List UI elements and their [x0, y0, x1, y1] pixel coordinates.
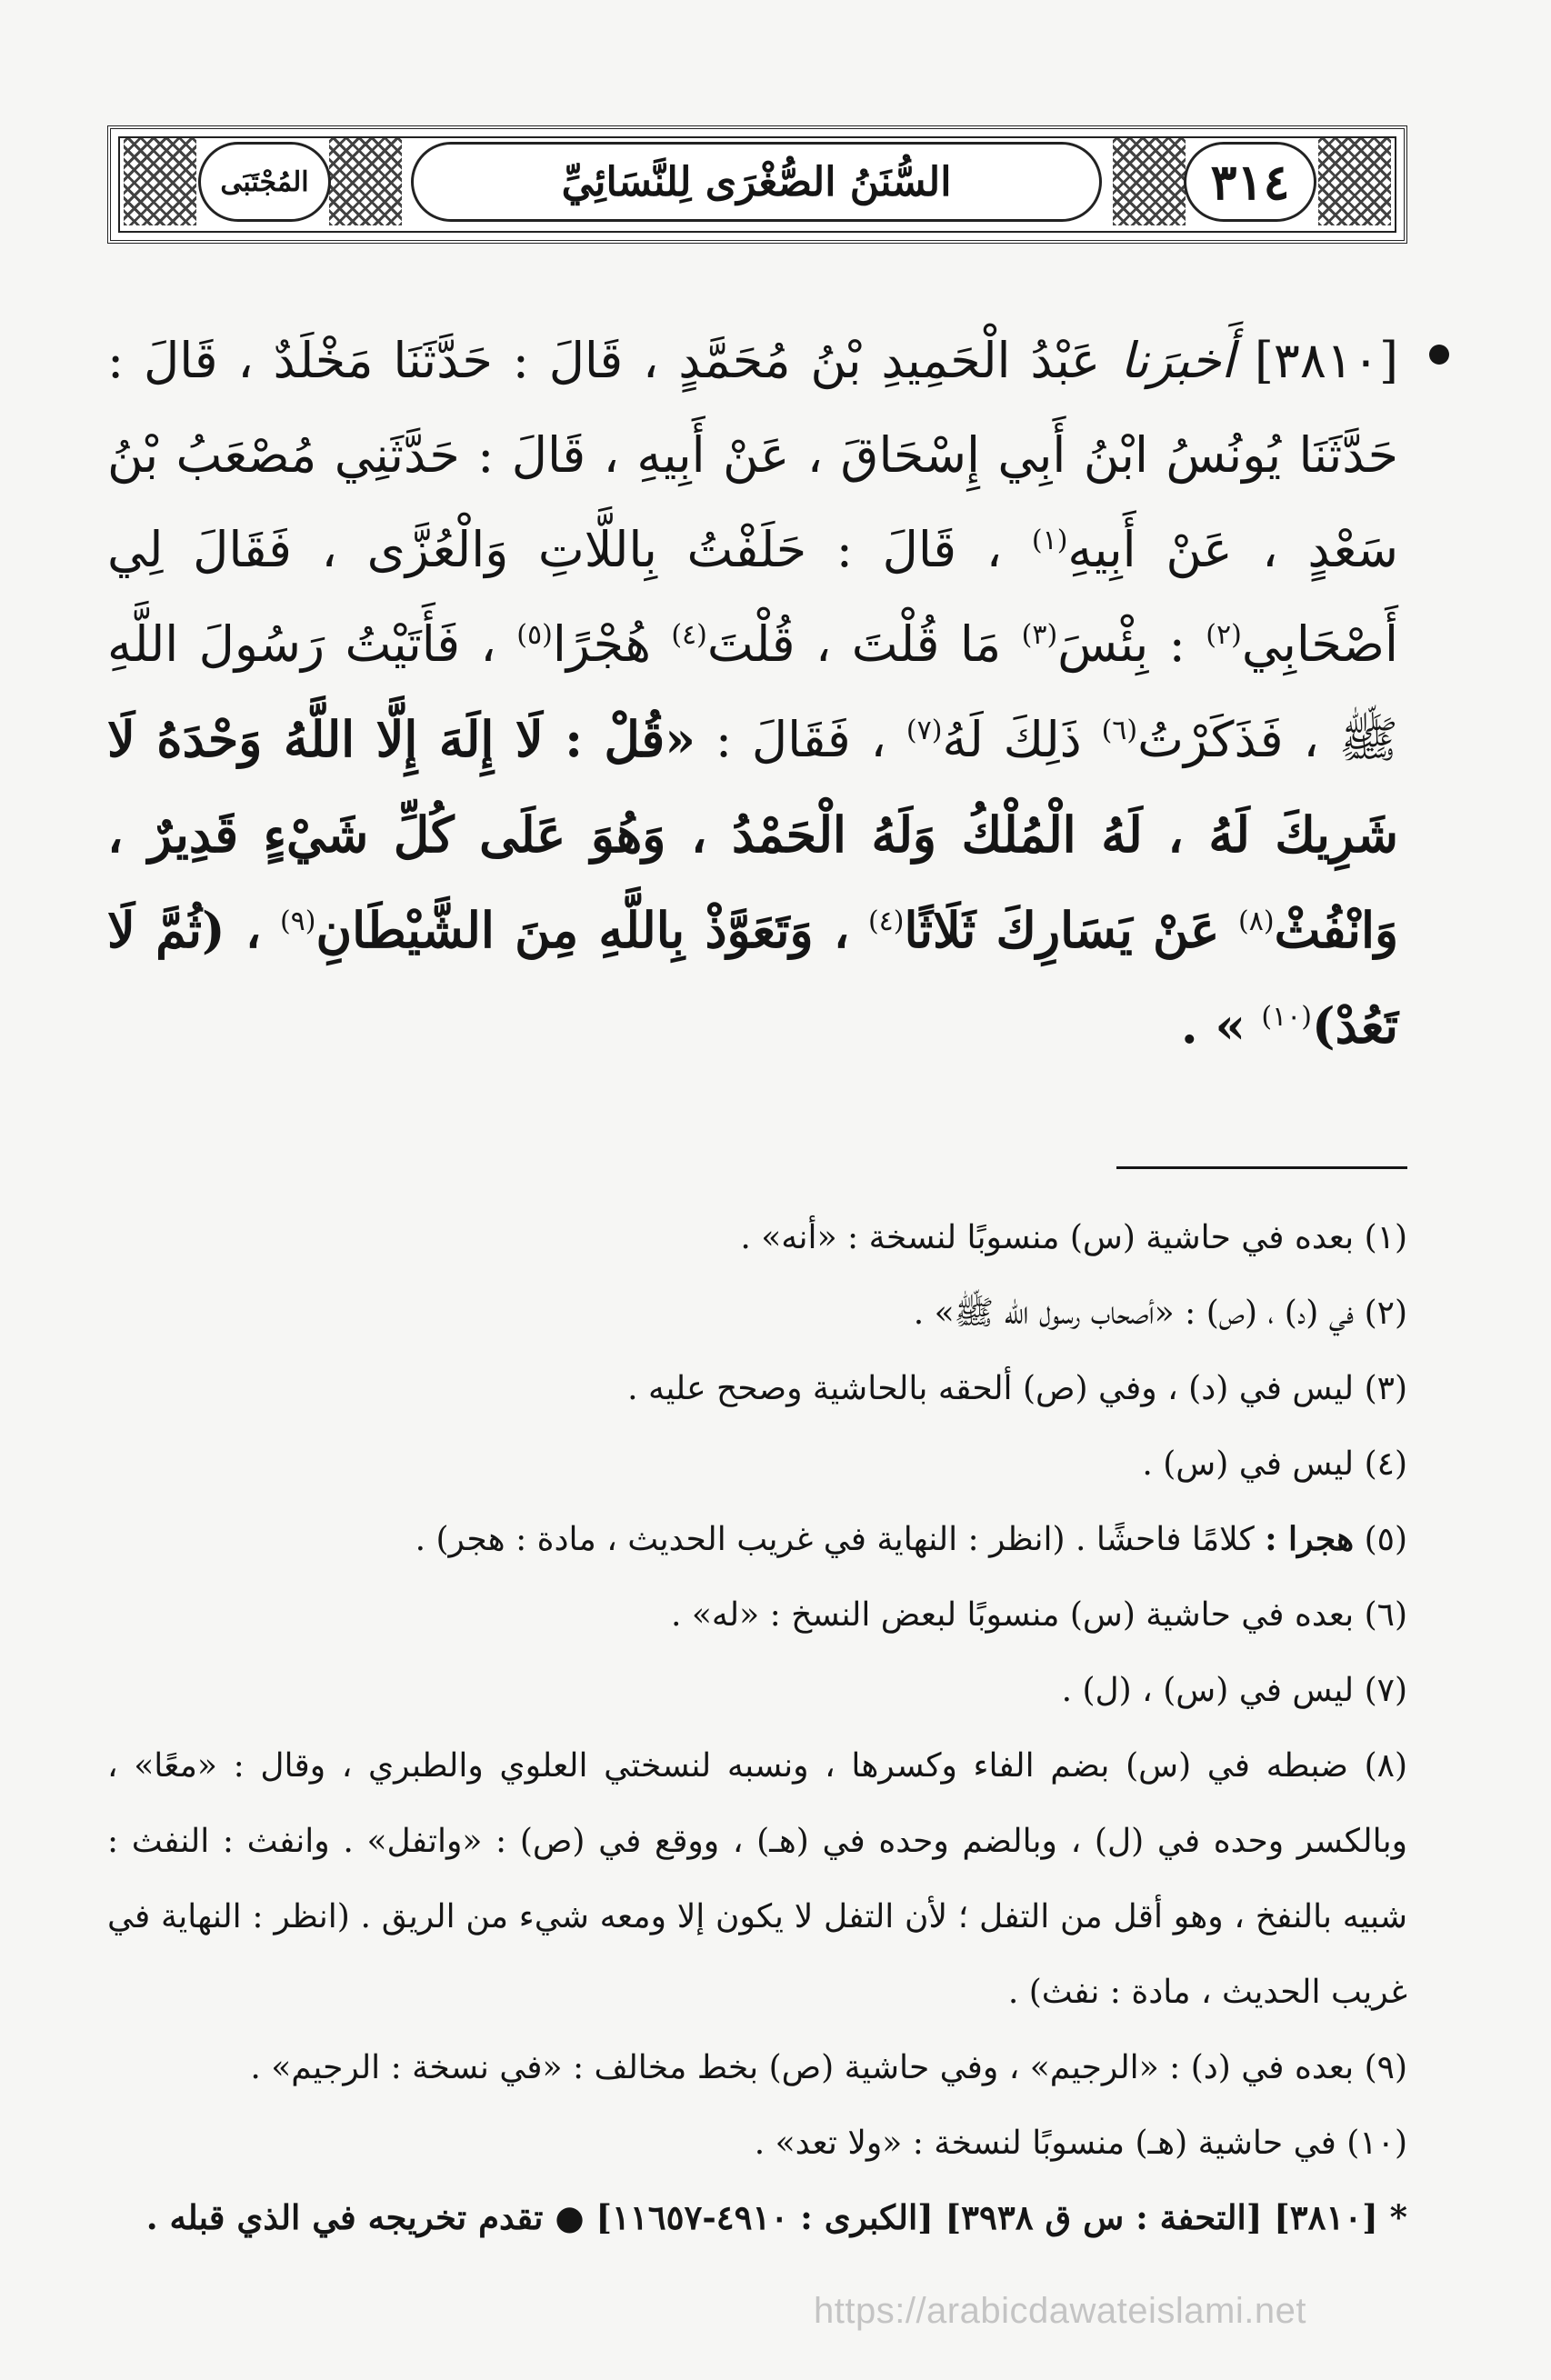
text-part-4: مَا قُلْتَ ، قُلْتَ: [706, 615, 1002, 673]
footnote-ref-2[interactable]: (٢): [1206, 619, 1242, 651]
asterisk-icon: *: [1389, 2197, 1407, 2237]
footnote-separator: [1116, 1166, 1407, 1169]
footnote-text: ليس في (س) ، (ل) .: [1061, 1672, 1355, 1709]
footnote-5: [107, 1502, 1407, 1577]
footnote-text: بعده في حاشية (س) منسوبًا لنسخة : «أنه» .: [740, 1219, 1355, 1256]
footnote-text: ليس في (س) .: [1142, 1445, 1355, 1483]
footnote-ref-10[interactable]: (١٠): [1261, 1001, 1313, 1033]
footnote-3: [107, 1351, 1407, 1426]
page-number-cartouche: [1184, 142, 1316, 222]
footnote-10: [107, 2105, 1407, 2181]
footnote-ref-4b[interactable]: (٤): [867, 905, 905, 937]
isnad-part-1: عَبْدُ الْحَمِيدِ بْنُ مُحَمَّدٍ ، قَالَ : حَدَّثَنَا مَخْلَدٌ ، قَالَ : حَدَّثَنَا يُونُسُ ابْنُ أَبِي إِسْحَاقَ ، عَنْ أَبِيهِ ، قَالَ : حَدَّثَنِي مُصْعَبُ بْنُ سَعْدٍ ، عَنْ أَبِيهِ: [107, 332, 1399, 578]
matn-part-4: ، (ثُمَّ لَا تَعُدْ): [107, 901, 1398, 1055]
takhrij-references: [٣٨١٠] [التحفة : س ق ٣٩٣٨] [الكبرى : ٤٩١٠-١١٦٥٧]: [595, 2197, 1378, 2237]
akhbarana-word: أَخبرَنا: [1120, 332, 1236, 389]
footnote-text: في (د) ، (ص) : «أصحاب رسول الله ﷺ» .: [913, 1295, 1355, 1332]
hadith-number: [٣٨١٠]: [1254, 332, 1399, 389]
footnote-number: (١٠): [1346, 2125, 1407, 2162]
text-part-5: هُجْرًا: [552, 615, 651, 673]
matn-part-2: عَنْ يَسَارِكَ ثَلَاثًا: [904, 901, 1220, 959]
title-cartouche: [411, 142, 1102, 222]
matn-part-5: » .: [1180, 996, 1246, 1055]
footnote-number: (٤): [1364, 1445, 1407, 1483]
text-part-7: ذَلِكَ لَهُ: [942, 711, 1082, 768]
footnote-headword: هجرا :: [1265, 1520, 1355, 1558]
takhrij-line: [107, 2190, 1407, 2245]
footnote-1: [107, 1200, 1407, 1275]
page-header: [107, 125, 1407, 244]
footnote-text: كلامًا فاحشًا . (انظر : النهاية في غريب الحديث ، مادة : هجر) .: [415, 1521, 1255, 1558]
footnote-number: (٦): [1364, 1596, 1407, 1634]
footnote-ref-3[interactable]: (٣): [1021, 619, 1058, 651]
footnote-text: بعده في (د) : «الرجيم» ، وفي حاشية (ص) بخط مخالف : «في نسخة : الرجيم» .: [250, 2049, 1355, 2086]
footnote-ref-4[interactable]: (٤): [671, 619, 707, 651]
text-part-3: : بِئْسَ: [1057, 615, 1186, 673]
matn-part-1: «قُلْ : لَا إِلَهَ إِلَّا اللَّهُ وَحْدَهُ لَا شَرِيكَ لَهُ ، لَهُ الْمُلْكُ وَلَهُ الْحَمْدُ ، وَهُوَ عَلَى كُلِّ شَيْءٍ قَدِيرٌ ، وَانْفُثْ: [107, 710, 1399, 959]
footnote-4: [107, 1426, 1407, 1502]
book-title: السُّنَنُ الصُّغْرَى لِلنَّسَائِيِّ: [561, 158, 952, 205]
isnad-part-2: ، قَالَ : حَلَفْتُ بِاللَّاتِ وَالْعُزَّى ، فَقَالَ لِي أَصْحَابِي: [107, 521, 1399, 673]
footnote-2: [107, 1275, 1407, 1351]
watermark-url: https://arabicdawateislami.net: [814, 2291, 1306, 2331]
header-ornament-right-inner: [1113, 138, 1186, 225]
footnote-ref-6[interactable]: (٦): [1101, 715, 1138, 746]
footnote-number: (٨): [1364, 1747, 1407, 1785]
matn-part-3: ، وَتَعَوَّذْ بِاللَّهِ مِنَ الشَّيْطَانِ: [315, 901, 850, 959]
hadith-text: [107, 314, 1398, 1074]
footnote-number: (٣): [1364, 1370, 1407, 1407]
footnote-6: [107, 1577, 1407, 1653]
footnote-ref-5[interactable]: (٥): [516, 619, 553, 651]
page-number: ٣١٤: [1210, 153, 1290, 211]
short-title: المُجْتَبَى: [220, 165, 309, 198]
takhrij-note: تقدم تخريجه في الذي قبله .: [145, 2197, 544, 2237]
bullet-dot-icon: [1429, 345, 1449, 365]
footnote-text: بعده في حاشية (س) منسوبًا لبعض النسخ : «له» .: [670, 1596, 1355, 1634]
footnote-8: [107, 1728, 1407, 2030]
footnote-ref-7[interactable]: (٧): [906, 715, 943, 746]
footnote-ref-8[interactable]: (٨): [1238, 905, 1275, 937]
footnote-number: (٢): [1364, 1295, 1407, 1332]
footnote-text: ضبطه في (س) بضم الفاء وكسرها ، ونسبه لنسختي العلوي والطبري ، وقال : «معًا» ، وبالكسر وحده في (ل) ، وبالضم وحده في (هـ) ، ووقع في (ص) : «واتفل» . وانفث : النفث : شبيه بالنفخ ، وهو أقل من التفل ؛ لأن التفل لا يكون إلا ومعه شيء من الريق . (انظر : النهاية في غريب الحديث ، مادة : نفث) .: [107, 1747, 1407, 2011]
footnotes: [107, 1200, 1407, 2181]
footnote-number: (٧): [1364, 1672, 1407, 1709]
footnote-7: [107, 1653, 1407, 1728]
footnote-number: (١): [1364, 1219, 1407, 1256]
footnote-ref-9[interactable]: (٩): [279, 905, 316, 937]
footnote-text: في حاشية (هـ) منسوبًا لنسخة : «ولا تعد» .: [754, 2125, 1336, 2162]
footnote-ref-1[interactable]: (١): [1031, 525, 1068, 556]
footnote-9: [107, 2030, 1407, 2105]
footnote-text: ليس في (د) ، وفي (ص) ألحقه بالحاشية وصحح عليه .: [627, 1370, 1355, 1407]
footnote-number: (٥): [1364, 1521, 1407, 1558]
short-title-cartouche: [198, 142, 331, 222]
text-part-6: ، فَأَتَيْتُ رَسُولَ اللَّهِ ﷺ ، فَذَكَرْتُ: [107, 615, 1398, 768]
text-part-8: ، فَقَالَ :: [715, 711, 886, 768]
header-ornament-right: [1318, 138, 1391, 225]
bullet-dot-icon: ●: [555, 2197, 585, 2237]
header-ornament-left: [124, 138, 196, 225]
footnote-number: (٩): [1364, 2049, 1407, 2086]
header-ornament-left-inner: [329, 138, 402, 225]
